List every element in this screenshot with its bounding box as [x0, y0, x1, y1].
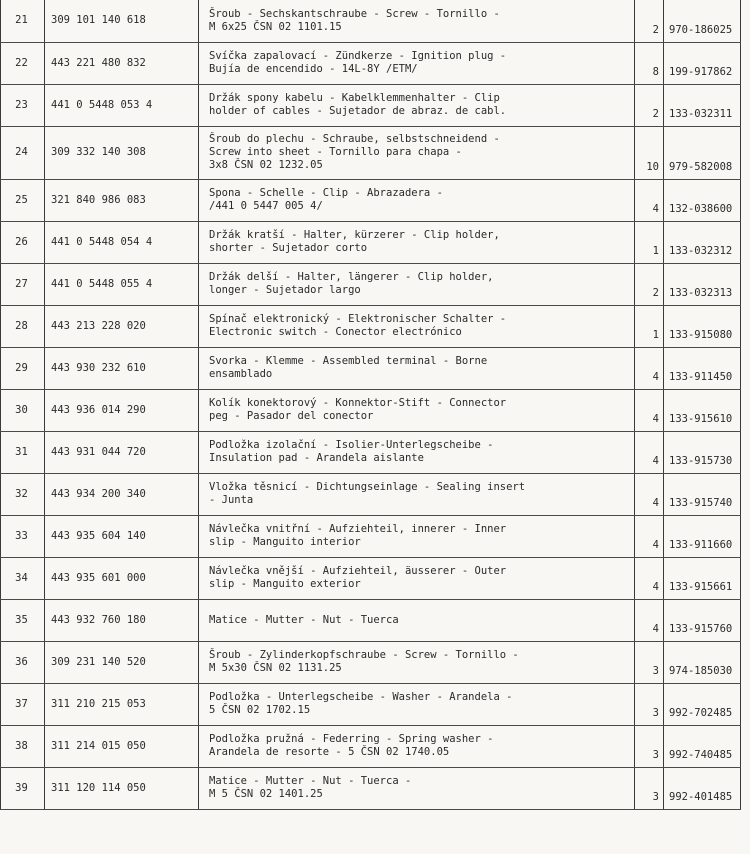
- description-line: M 6x25 ČSN 02 1101.15: [209, 20, 342, 33]
- description-line: Návlečka vnější - Aufziehteil, äusserer - Outer: [209, 565, 507, 577]
- quantity: 4: [635, 515, 664, 557]
- description-line: Návlečka vnitřní - Aufziehteil, innerer - Inner: [209, 523, 507, 535]
- description-line: Bujía de encendido - 14L-8Y /ETM/: [209, 63, 418, 75]
- order-number: 133-915740: [664, 473, 741, 515]
- part-description: [199, 126, 635, 179]
- part-description: [199, 473, 635, 515]
- description-line: /441 0 5447 005 4/: [209, 200, 323, 212]
- item-number: 38: [1, 725, 45, 767]
- part-description: [199, 84, 635, 126]
- part-description: [199, 515, 635, 557]
- part-code: 443 213 228 020: [45, 305, 199, 347]
- order-number: 133-032311: [664, 84, 741, 126]
- item-number: 23: [1, 84, 45, 126]
- part-code: 309 101 140 618: [45, 0, 199, 42]
- part-description: [199, 557, 635, 599]
- description-line: Podložka - Unterlegscheibe - Washer - Arandela -: [209, 691, 513, 703]
- item-number: 36: [1, 641, 45, 683]
- quantity: 2: [635, 263, 664, 305]
- description-line: Svorka - Klemme - Assembled terminal - Borne: [209, 355, 488, 367]
- quantity: 1: [635, 221, 664, 263]
- part-code: 309 231 140 520: [45, 641, 199, 683]
- order-number: 979-582008: [664, 126, 741, 179]
- table-row: [1, 767, 741, 809]
- description-line: M 5 ČSN 02 1401.25: [209, 788, 323, 800]
- quantity: 1: [635, 305, 664, 347]
- description-line: Podložka izolační - Isolier-Unterlegscheibe -: [209, 439, 494, 451]
- description-line: 3x8 ČSN 02 1232.05: [209, 159, 323, 171]
- item-number: 32: [1, 473, 45, 515]
- table-row: [1, 683, 741, 725]
- item-number: 25: [1, 179, 45, 221]
- quantity: 2: [635, 0, 664, 42]
- quantity: 4: [635, 473, 664, 515]
- table-row: [1, 725, 741, 767]
- item-number: 28: [1, 305, 45, 347]
- part-description: [199, 389, 635, 431]
- quantity: 4: [635, 347, 664, 389]
- description-line: Matice - Mutter - Nut - Tuerca: [209, 613, 399, 626]
- description-line: Svíčka zapalovací - Zündkerze - Ignition plug -: [209, 50, 507, 62]
- part-description: [199, 263, 635, 305]
- table-row: [1, 305, 741, 347]
- description-line: longer - Sujetador largo: [209, 284, 361, 296]
- item-number: 31: [1, 431, 45, 473]
- item-number: 37: [1, 683, 45, 725]
- item-number: 35: [1, 599, 45, 641]
- order-number: 133-915661: [664, 557, 741, 599]
- order-number: 133-032313: [664, 263, 741, 305]
- table-row: [1, 557, 741, 599]
- order-number: 992-702485: [664, 683, 741, 725]
- quantity: 3: [635, 641, 664, 683]
- description-line: Šroub do plechu - Schraube, selbstschneidend -: [209, 133, 500, 145]
- part-code: 443 936 014 290: [45, 389, 199, 431]
- part-description: [199, 599, 635, 641]
- quantity: 4: [635, 599, 664, 641]
- part-code: 311 210 215 053: [45, 683, 199, 725]
- part-description: [199, 347, 635, 389]
- part-code: 443 935 601 000: [45, 557, 199, 599]
- part-description: [199, 725, 635, 767]
- table-row: [1, 179, 741, 221]
- parts-table-body: [1, 0, 741, 809]
- item-number: 27: [1, 263, 45, 305]
- quantity: 2: [635, 84, 664, 126]
- order-number: 133-915080: [664, 305, 741, 347]
- part-code: 443 931 044 720: [45, 431, 199, 473]
- table-row: [1, 221, 741, 263]
- item-number: 26: [1, 221, 45, 263]
- quantity: 4: [635, 179, 664, 221]
- order-number: 970-186025: [664, 0, 741, 42]
- part-description: [199, 641, 635, 683]
- description-line: holder of cables - Sujetador de abraz. de cabl.: [209, 105, 507, 117]
- order-number: 992-740485: [664, 725, 741, 767]
- part-code: 443 934 200 340: [45, 473, 199, 515]
- item-number: 33: [1, 515, 45, 557]
- item-number: 24: [1, 126, 45, 179]
- description-line: Vložka těsnicí - Dichtungseinlage - Sealing insert: [209, 481, 526, 493]
- description-line: Spona - Schelle - Clip - Abrazadera -: [209, 187, 443, 199]
- description-line: Electronic switch - Conector electrónico: [209, 326, 462, 338]
- order-number: 133-911660: [664, 515, 741, 557]
- order-number: 133-915610: [664, 389, 741, 431]
- description-line: Insulation pad - Arandela aislante: [209, 452, 424, 464]
- table-row: [1, 431, 741, 473]
- order-number: 133-911450: [664, 347, 741, 389]
- part-description: [199, 767, 635, 809]
- part-code: 441 0 5448 053 4: [45, 84, 199, 126]
- part-description: [199, 42, 635, 84]
- table-row: [1, 389, 741, 431]
- description-line: M 5x30 ČSN 02 1131.25: [209, 662, 342, 674]
- description-line: Šroub - Zylinderkopfschraube - Screw - Tornillo -: [209, 649, 519, 661]
- order-number: 199-917862: [664, 42, 741, 84]
- description-line: Spínač elektronický - Elektronischer Schalter -: [209, 313, 507, 325]
- table-row: [1, 126, 741, 179]
- quantity: 8: [635, 42, 664, 84]
- part-code: 311 120 114 050: [45, 767, 199, 809]
- description-line: slip - Manguito interior: [209, 536, 361, 548]
- order-number: 133-915730: [664, 431, 741, 473]
- item-number: 29: [1, 347, 45, 389]
- description-line: Šroub - Sechskantschraube - Screw - Tornillo -: [209, 7, 500, 20]
- part-code: 321 840 986 083: [45, 179, 199, 221]
- item-number: 34: [1, 557, 45, 599]
- order-number: 992-401485: [664, 767, 741, 809]
- table-row: [1, 599, 741, 641]
- table-row: [1, 84, 741, 126]
- quantity: 3: [635, 683, 664, 725]
- order-number: 133-032312: [664, 221, 741, 263]
- part-description: [199, 431, 635, 473]
- description-line: Podložka pružná - Federring - Spring washer -: [209, 733, 494, 745]
- table-row: [1, 641, 741, 683]
- description-line: slip - Manguito exterior: [209, 578, 361, 590]
- quantity: 4: [635, 431, 664, 473]
- description-line: ensamblado: [209, 368, 273, 380]
- part-code: 311 214 015 050: [45, 725, 199, 767]
- item-number: 39: [1, 767, 45, 809]
- description-line: Kolík konektorový - Konnektor-Stift - Connector: [209, 397, 507, 409]
- table-row: [1, 515, 741, 557]
- order-number: 132-038600: [664, 179, 741, 221]
- part-code: 443 935 604 140: [45, 515, 199, 557]
- part-description: [199, 179, 635, 221]
- part-description: [199, 305, 635, 347]
- table-row: [1, 347, 741, 389]
- description-line: 5 ČSN 02 1702.15: [209, 704, 311, 716]
- part-code: 441 0 5448 054 4: [45, 221, 199, 263]
- table-row: [1, 42, 741, 84]
- table-row: [1, 473, 741, 515]
- part-code: 443 932 760 180: [45, 599, 199, 641]
- description-line: Screw into sheet - Tornillo para chapa -: [209, 146, 462, 158]
- description-line: peg - Pasador del conector: [209, 410, 374, 422]
- part-description: [199, 221, 635, 263]
- quantity: 3: [635, 767, 664, 809]
- part-code: 443 930 232 610: [45, 347, 199, 389]
- quantity: 4: [635, 557, 664, 599]
- item-number: 21: [1, 0, 45, 42]
- order-number: 133-915760: [664, 599, 741, 641]
- part-description: [199, 0, 635, 42]
- table-row: [1, 0, 741, 42]
- description-line: Matice - Mutter - Nut - Tuerca -: [209, 775, 412, 787]
- description-line: Arandela de resorte - 5 ČSN 02 1740.05: [209, 746, 450, 758]
- quantity: 10: [635, 126, 664, 179]
- quantity: 4: [635, 389, 664, 431]
- description-line: Držák spony kabelu - Kabelklemmenhalter - Clip: [209, 92, 500, 104]
- description-line: - Junta: [209, 494, 254, 506]
- item-number: 30: [1, 389, 45, 431]
- table-row: [1, 263, 741, 305]
- description-line: Držák kratší - Halter, kürzerer - Clip holder,: [209, 229, 500, 241]
- part-code: 443 221 480 832: [45, 42, 199, 84]
- description-line: Držák delší - Halter, längerer - Clip holder,: [209, 271, 494, 283]
- description-line: shorter - Sujetador corto: [209, 242, 368, 254]
- part-code: 309 332 140 308: [45, 126, 199, 179]
- order-number: 974-185030: [664, 641, 741, 683]
- part-description: [199, 683, 635, 725]
- part-code: 441 0 5448 055 4: [45, 263, 199, 305]
- quantity: 3: [635, 725, 664, 767]
- item-number: 22: [1, 42, 45, 84]
